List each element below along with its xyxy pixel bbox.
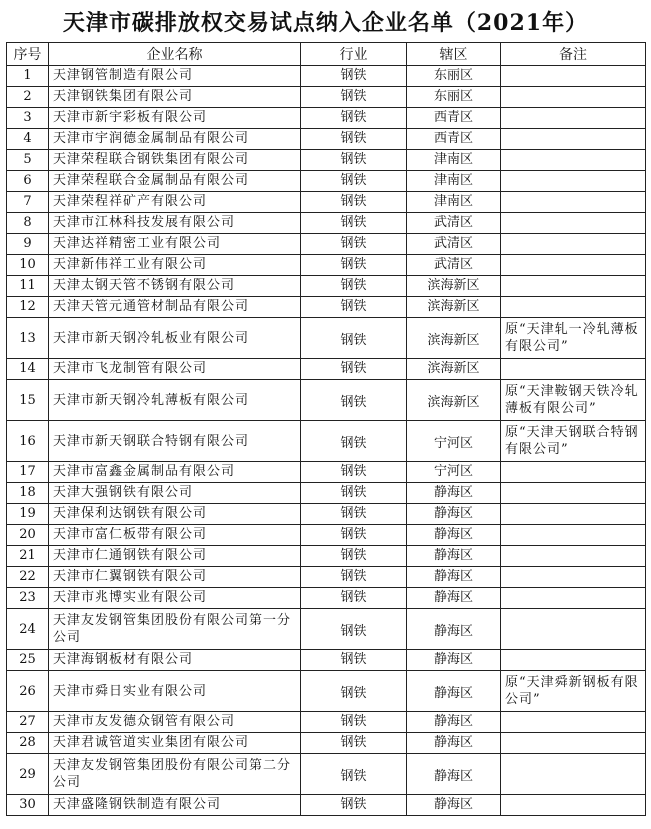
cell-note: [501, 255, 646, 276]
cell-industry: 钢铁: [301, 546, 407, 567]
cell-district: 静海区: [407, 754, 501, 795]
cell-district: 东丽区: [407, 66, 501, 87]
cell-note: [501, 733, 646, 754]
cell-no: 5: [7, 150, 49, 171]
cell-name: 天津君诚管道实业集团有限公司: [49, 733, 301, 754]
enterprise-table: [6, 42, 646, 816]
cell-note: [501, 108, 646, 129]
cell-name: 天津荣程联合金属制品有限公司: [49, 171, 301, 192]
cell-no: 17: [7, 462, 49, 483]
cell-no: 7: [7, 192, 49, 213]
cell-district: 东丽区: [407, 87, 501, 108]
cell-industry: 钢铁: [301, 380, 407, 421]
cell-no: 21: [7, 546, 49, 567]
cell-district: 津南区: [407, 192, 501, 213]
cell-district: 滨海新区: [407, 297, 501, 318]
cell-name: 天津大强钢铁有限公司: [49, 483, 301, 504]
cell-district: 滨海新区: [407, 380, 501, 421]
cell-note: [501, 213, 646, 234]
table-row: [7, 255, 646, 276]
cell-note: 原“天津轧一冷轧薄板有限公司”: [501, 318, 646, 359]
table-row: [7, 359, 646, 380]
cell-industry: 钢铁: [301, 171, 407, 192]
table-row: [7, 87, 646, 108]
table-row: [7, 754, 646, 795]
cell-industry: 钢铁: [301, 567, 407, 588]
cell-no: 9: [7, 234, 49, 255]
cell-industry: 钢铁: [301, 192, 407, 213]
cell-no: 26: [7, 671, 49, 712]
header-no: 序号: [7, 43, 49, 66]
table-row: [7, 297, 646, 318]
page-title: 天津市碳排放权交易试点纳入企业名单（2021年）: [62, 10, 589, 36]
cell-industry: 钢铁: [301, 255, 407, 276]
cell-no: 13: [7, 318, 49, 359]
cell-note: [501, 795, 646, 816]
cell-name: 天津市新宇彩板有限公司: [49, 108, 301, 129]
cell-district: 静海区: [407, 671, 501, 712]
cell-district: 宁河区: [407, 421, 501, 462]
cell-no: 16: [7, 421, 49, 462]
cell-name: 天津保利达钢铁有限公司: [49, 504, 301, 525]
cell-name: 天津市富鑫金属制品有限公司: [49, 462, 301, 483]
table-row: [7, 108, 646, 129]
cell-no: 4: [7, 129, 49, 150]
cell-name: 天津海钢板材有限公司: [49, 650, 301, 671]
cell-district: 滨海新区: [407, 318, 501, 359]
cell-note: [501, 129, 646, 150]
table-row: [7, 795, 646, 816]
cell-no: 22: [7, 567, 49, 588]
cell-industry: 钢铁: [301, 421, 407, 462]
cell-industry: 钢铁: [301, 504, 407, 525]
table-row: [7, 504, 646, 525]
cell-note: [501, 567, 646, 588]
table-row: [7, 150, 646, 171]
cell-industry: 钢铁: [301, 609, 407, 650]
cell-name: 天津市宇润德金属制品有限公司: [49, 129, 301, 150]
table-row: [7, 129, 646, 150]
cell-industry: 钢铁: [301, 650, 407, 671]
cell-industry: 钢铁: [301, 525, 407, 546]
cell-note: [501, 192, 646, 213]
table-row: [7, 733, 646, 754]
table-row: [7, 234, 646, 255]
table-row: [7, 609, 646, 650]
cell-name: 天津太钢天管不锈钢有限公司: [49, 276, 301, 297]
cell-industry: 钢铁: [301, 671, 407, 712]
cell-industry: 钢铁: [301, 66, 407, 87]
cell-industry: 钢铁: [301, 483, 407, 504]
cell-no: 24: [7, 609, 49, 650]
cell-no: 25: [7, 650, 49, 671]
cell-no: 14: [7, 359, 49, 380]
cell-industry: 钢铁: [301, 87, 407, 108]
cell-name: 天津市新天钢联合特钢有限公司: [49, 421, 301, 462]
header-district: 辖区: [407, 43, 501, 66]
cell-district: 武清区: [407, 255, 501, 276]
cell-no: 30: [7, 795, 49, 816]
cell-note: 原“天津舜新钢板有限公司”: [501, 671, 646, 712]
cell-note: [501, 712, 646, 733]
cell-name: 天津友发钢管集团股份有限公司第一分公司: [49, 609, 301, 650]
cell-name: 天津市江林科技发展有限公司: [49, 213, 301, 234]
cell-district: 静海区: [407, 525, 501, 546]
cell-industry: 钢铁: [301, 754, 407, 795]
cell-note: [501, 171, 646, 192]
table-row: [7, 546, 646, 567]
cell-note: [501, 483, 646, 504]
cell-no: 23: [7, 588, 49, 609]
cell-no: 8: [7, 213, 49, 234]
cell-industry: 钢铁: [301, 297, 407, 318]
cell-district: 静海区: [407, 483, 501, 504]
cell-note: [501, 546, 646, 567]
cell-no: 11: [7, 276, 49, 297]
cell-note: [501, 276, 646, 297]
cell-name: 天津市新天钢冷轧薄板有限公司: [49, 380, 301, 421]
cell-no: 10: [7, 255, 49, 276]
cell-note: [501, 297, 646, 318]
cell-district: 静海区: [407, 504, 501, 525]
cell-name: 天津天管元通管材制品有限公司: [49, 297, 301, 318]
cell-industry: 钢铁: [301, 276, 407, 297]
cell-industry: 钢铁: [301, 318, 407, 359]
cell-note: [501, 609, 646, 650]
cell-name: 天津市兆博实业有限公司: [49, 588, 301, 609]
cell-name: 天津新伟祥工业有限公司: [49, 255, 301, 276]
cell-note: [501, 650, 646, 671]
cell-district: 静海区: [407, 650, 501, 671]
cell-note: 原“天津鞍钢天铁冷轧薄板有限公司”: [501, 380, 646, 421]
cell-district: 滨海新区: [407, 276, 501, 297]
table-row: [7, 712, 646, 733]
cell-name: 天津达祥精密工业有限公司: [49, 234, 301, 255]
header-industry: 行业: [301, 43, 407, 66]
table-row: [7, 171, 646, 192]
cell-name: 天津市富仁板带有限公司: [49, 525, 301, 546]
cell-name: 天津市友发德众钢管有限公司: [49, 712, 301, 733]
table-row: [7, 421, 646, 462]
cell-name: 天津市飞龙制管有限公司: [49, 359, 301, 380]
cell-no: 3: [7, 108, 49, 129]
cell-industry: 钢铁: [301, 359, 407, 380]
cell-district: 静海区: [407, 733, 501, 754]
cell-district: 静海区: [407, 546, 501, 567]
cell-industry: 钢铁: [301, 733, 407, 754]
cell-name: 天津钢管制造有限公司: [49, 66, 301, 87]
table-row: [7, 525, 646, 546]
cell-no: 1: [7, 66, 49, 87]
table-row: [7, 650, 646, 671]
cell-no: 27: [7, 712, 49, 733]
cell-name: 天津钢铁集团有限公司: [49, 87, 301, 108]
cell-industry: 钢铁: [301, 129, 407, 150]
cell-no: 15: [7, 380, 49, 421]
table-body: [7, 66, 646, 816]
cell-no: 6: [7, 171, 49, 192]
table-row: [7, 671, 646, 712]
cell-industry: 钢铁: [301, 213, 407, 234]
cell-no: 28: [7, 733, 49, 754]
cell-note: [501, 87, 646, 108]
cell-name: 天津市仁通钢铁有限公司: [49, 546, 301, 567]
cell-name: 天津市仁翼钢铁有限公司: [49, 567, 301, 588]
cell-no: 2: [7, 87, 49, 108]
cell-no: 12: [7, 297, 49, 318]
table-row: [7, 213, 646, 234]
cell-district: 静海区: [407, 567, 501, 588]
cell-industry: 钢铁: [301, 588, 407, 609]
cell-district: 静海区: [407, 712, 501, 733]
cell-industry: 钢铁: [301, 712, 407, 733]
cell-note: [501, 754, 646, 795]
cell-district: 静海区: [407, 609, 501, 650]
cell-district: 宁河区: [407, 462, 501, 483]
cell-note: [501, 234, 646, 255]
cell-note: [501, 525, 646, 546]
table-row: [7, 276, 646, 297]
table-row: [7, 66, 646, 87]
cell-note: 原“天津天钢联合特钢有限公司”: [501, 421, 646, 462]
cell-name: 天津市舜日实业有限公司: [49, 671, 301, 712]
cell-industry: 钢铁: [301, 462, 407, 483]
cell-industry: 钢铁: [301, 150, 407, 171]
cell-industry: 钢铁: [301, 108, 407, 129]
cell-district: 津南区: [407, 150, 501, 171]
cell-note: [501, 150, 646, 171]
header-note: 备注: [501, 43, 646, 66]
cell-district: 静海区: [407, 588, 501, 609]
cell-note: [501, 588, 646, 609]
cell-industry: 钢铁: [301, 795, 407, 816]
cell-no: 18: [7, 483, 49, 504]
cell-no: 29: [7, 754, 49, 795]
cell-name: 天津市新天钢冷轧板业有限公司: [49, 318, 301, 359]
cell-note: [501, 66, 646, 87]
cell-note: [501, 504, 646, 525]
cell-name: 天津盛隆钢铁制造有限公司: [49, 795, 301, 816]
table-header-row: [7, 43, 646, 66]
cell-district: 武清区: [407, 234, 501, 255]
table-row: [7, 462, 646, 483]
cell-name: 天津友发钢管集团股份有限公司第二分公司: [49, 754, 301, 795]
cell-district: 滨海新区: [407, 359, 501, 380]
cell-district: 武清区: [407, 213, 501, 234]
cell-district: 津南区: [407, 171, 501, 192]
table-row: [7, 380, 646, 421]
header-name: 企业名称: [49, 43, 301, 66]
cell-no: 20: [7, 525, 49, 546]
table-row: [7, 567, 646, 588]
table-row: [7, 588, 646, 609]
table-row: [7, 483, 646, 504]
cell-note: [501, 359, 646, 380]
table-row: [7, 318, 646, 359]
table-row: [7, 192, 646, 213]
cell-name: 天津荣程祥矿产有限公司: [49, 192, 301, 213]
cell-district: 静海区: [407, 795, 501, 816]
cell-note: [501, 462, 646, 483]
cell-district: 西青区: [407, 108, 501, 129]
cell-industry: 钢铁: [301, 234, 407, 255]
cell-district: 西青区: [407, 129, 501, 150]
cell-no: 19: [7, 504, 49, 525]
cell-name: 天津荣程联合钢铁集团有限公司: [49, 150, 301, 171]
